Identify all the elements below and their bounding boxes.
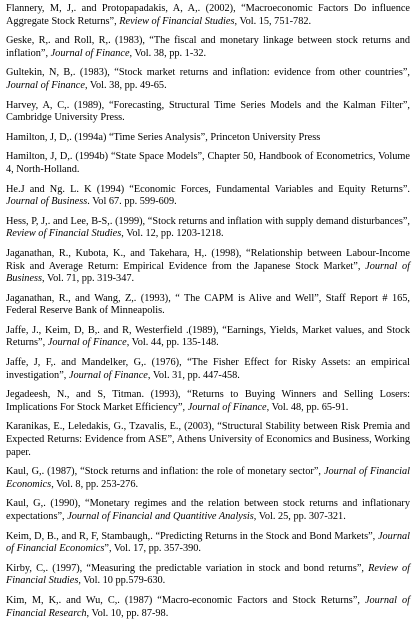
reference-text: Kirby, C,. (1997), “Measuring the predictable variation in stock and bond returns”, <box>6 562 369 574</box>
reference-details: , Vol. 10 pp.579-630. <box>78 575 166 587</box>
reference-entry <box>6 3 410 28</box>
reference-source: Review of Financial Studies <box>6 228 122 240</box>
reference-text: Geske, R,. and Roll, R,. (1983), “The fiscal and monetary linkage between stock returns and inflation”, <box>6 35 410 59</box>
reference-text: Kim, M, K,. and Wu, C,. (1987) “Macro-economic Factors and Stock Returns”, <box>6 594 365 606</box>
reference-source: Journal of Finance <box>50 47 130 59</box>
reference-source: Journal of Business <box>6 260 410 285</box>
reference-text: Jaffe, J, F,. and Mandelker, G,. (1976), “The Fisher Effect for Risky Assets: an empirical investigation”, <box>6 357 410 381</box>
reference-entry <box>6 100 410 125</box>
reference-entry <box>6 184 410 209</box>
reference-source: Journal of Business <box>6 196 88 208</box>
reference-details: , Vol. 38, pp. 49-65. <box>84 79 167 91</box>
reference-text: Karanikas, E., Leledakis, G., Tzavalis, E., (2003), “Structural Stability between Risk Premia and Expected Returns: Evidence from ASE”, Athens University of Economics and Business, Working paper. <box>6 421 410 458</box>
reference-source: Journal of Financial Economics <box>6 466 410 490</box>
reference-details: , Vol. 71, pp. 319-347. <box>42 273 135 285</box>
reference-details: . Vol 67. pp. 599-609. <box>87 196 177 208</box>
reference-text: Jaganathan, R., Kubota, K., and Takehara, H,. (1998), “Relationship between Labour-Income Risk and Average Return: Empirical Evidence from the Japanese Stock Market”, <box>6 247 410 272</box>
reference-entry <box>6 595 410 620</box>
reference-entry <box>6 531 410 556</box>
reference-details: , Vol. 48, pp. 65-91. <box>266 401 349 413</box>
reference-details: , Vol. 31, pp. 447-458. <box>147 369 240 381</box>
reference-entry <box>6 466 410 491</box>
reference-entry <box>6 248 410 286</box>
reference-text: Gultekin, N, B,. (1983), “Stock market returns and inflation: evidence from other countries”, <box>6 67 410 79</box>
reference-details: , Vol. 25, pp. 307-321. <box>253 511 346 522</box>
reference-details: , Vol. 38, pp. 1-32. <box>129 47 207 59</box>
reference-entry <box>6 132 410 145</box>
reference-text: Harvey, A, C,. (1989), “Forecasting, Structural Time Series Models and the Kalman Filter”, Cambridge University Press. <box>6 99 410 124</box>
reference-text: Keim, D, B., and R, F, Stambaugh,. “Predicting Returns in the Stock and Bond Markets”, <box>6 530 378 542</box>
reference-source: Journal of Finance <box>6 79 85 91</box>
reference-source: Journal of Finance <box>68 369 148 381</box>
reference-text: Hamilton, J, D,. (1994b) “State Space Models”, Chapter 50, Handbook of Econometrics, Volume 4, North-Holland. <box>6 151 410 175</box>
reference-source: Journal of Financial and Quantitive Analysis <box>67 511 254 522</box>
reference-source: Review of Financial Studies <box>119 15 235 27</box>
reference-entry <box>6 67 410 92</box>
reference-entry <box>6 35 410 60</box>
reference-entry <box>6 389 410 414</box>
reference-entry <box>6 357 410 382</box>
reference-source: Journal of Financial Research <box>6 594 410 619</box>
reference-details: , Vol. 10, pp. 87-98. <box>86 607 169 619</box>
reference-entry <box>6 216 410 241</box>
reference-text: Jaganathan, R., and Wang, Z,. (1993), “ The CAPM is Alive and Well”, Staff Report # 165, Federal Reserve Bank of Minneapolis. <box>6 292 410 317</box>
reference-entry <box>6 293 410 318</box>
reference-entry <box>6 498 410 523</box>
reference-entry <box>6 421 410 459</box>
reference-text: Hamilton, J, D,. (1994a) “Time Series Analysis”, Princeton University Press <box>6 131 321 143</box>
reference-text: Jaffe, J., Keim, D, B,. and R, Westerfield .(1989), “Earnings, Yields, Market values, and Stock Returns”, <box>6 324 410 349</box>
reference-source: Journal of Financial Economics <box>6 530 410 555</box>
reference-entry <box>6 151 410 176</box>
reference-text: Hess, P, J,. and Lee, B-S,. (1999), “Stock returns and inflation with supply demand disturbances”, <box>6 215 410 227</box>
reference-text: Kaul, G,. (1987), “Stock returns and inflation: the role of monetary sector”, <box>6 466 324 478</box>
reference-details: , Vol. 15, 751-782. <box>234 15 312 27</box>
reference-source: Journal of Finance <box>187 401 267 413</box>
reference-source: Review of Financial Studies <box>6 562 410 587</box>
reference-details: , Vol. 8, pp. 253-276. <box>51 478 139 490</box>
reference-text: Kaul, G,. (1990), “Monetary regimes and the relation between stock returns and inflationary expectations”, <box>6 498 410 522</box>
reference-entry <box>6 563 410 588</box>
reference-text: Jegadeesh, N., and S, Titman. (1993), “Returns to Buying Winners and Selling Losers: Implications For Stock Market Efficiency”, <box>6 389 410 413</box>
reference-details: , Vol. 12, pp. 1203-1218. <box>121 228 224 240</box>
reference-details: , Vol. 44, pp. 135-148. <box>126 337 219 349</box>
reference-text: Flannery, M, J,. and Protopapadakis, A, A,. (2002), “Macroeconomic Factors Do influence Aggregate Stock Returns”, <box>6 3 410 27</box>
reference-text: He.J and Ng. L. K (1994) “Economic Forces, Fundamental Variables and Equity Returns”. <box>6 183 410 195</box>
reference-details: ”, Vol. 17, pp. 357-390. <box>104 543 201 555</box>
reference-source: Journal of Finance <box>47 337 127 349</box>
reference-entry <box>6 325 410 350</box>
